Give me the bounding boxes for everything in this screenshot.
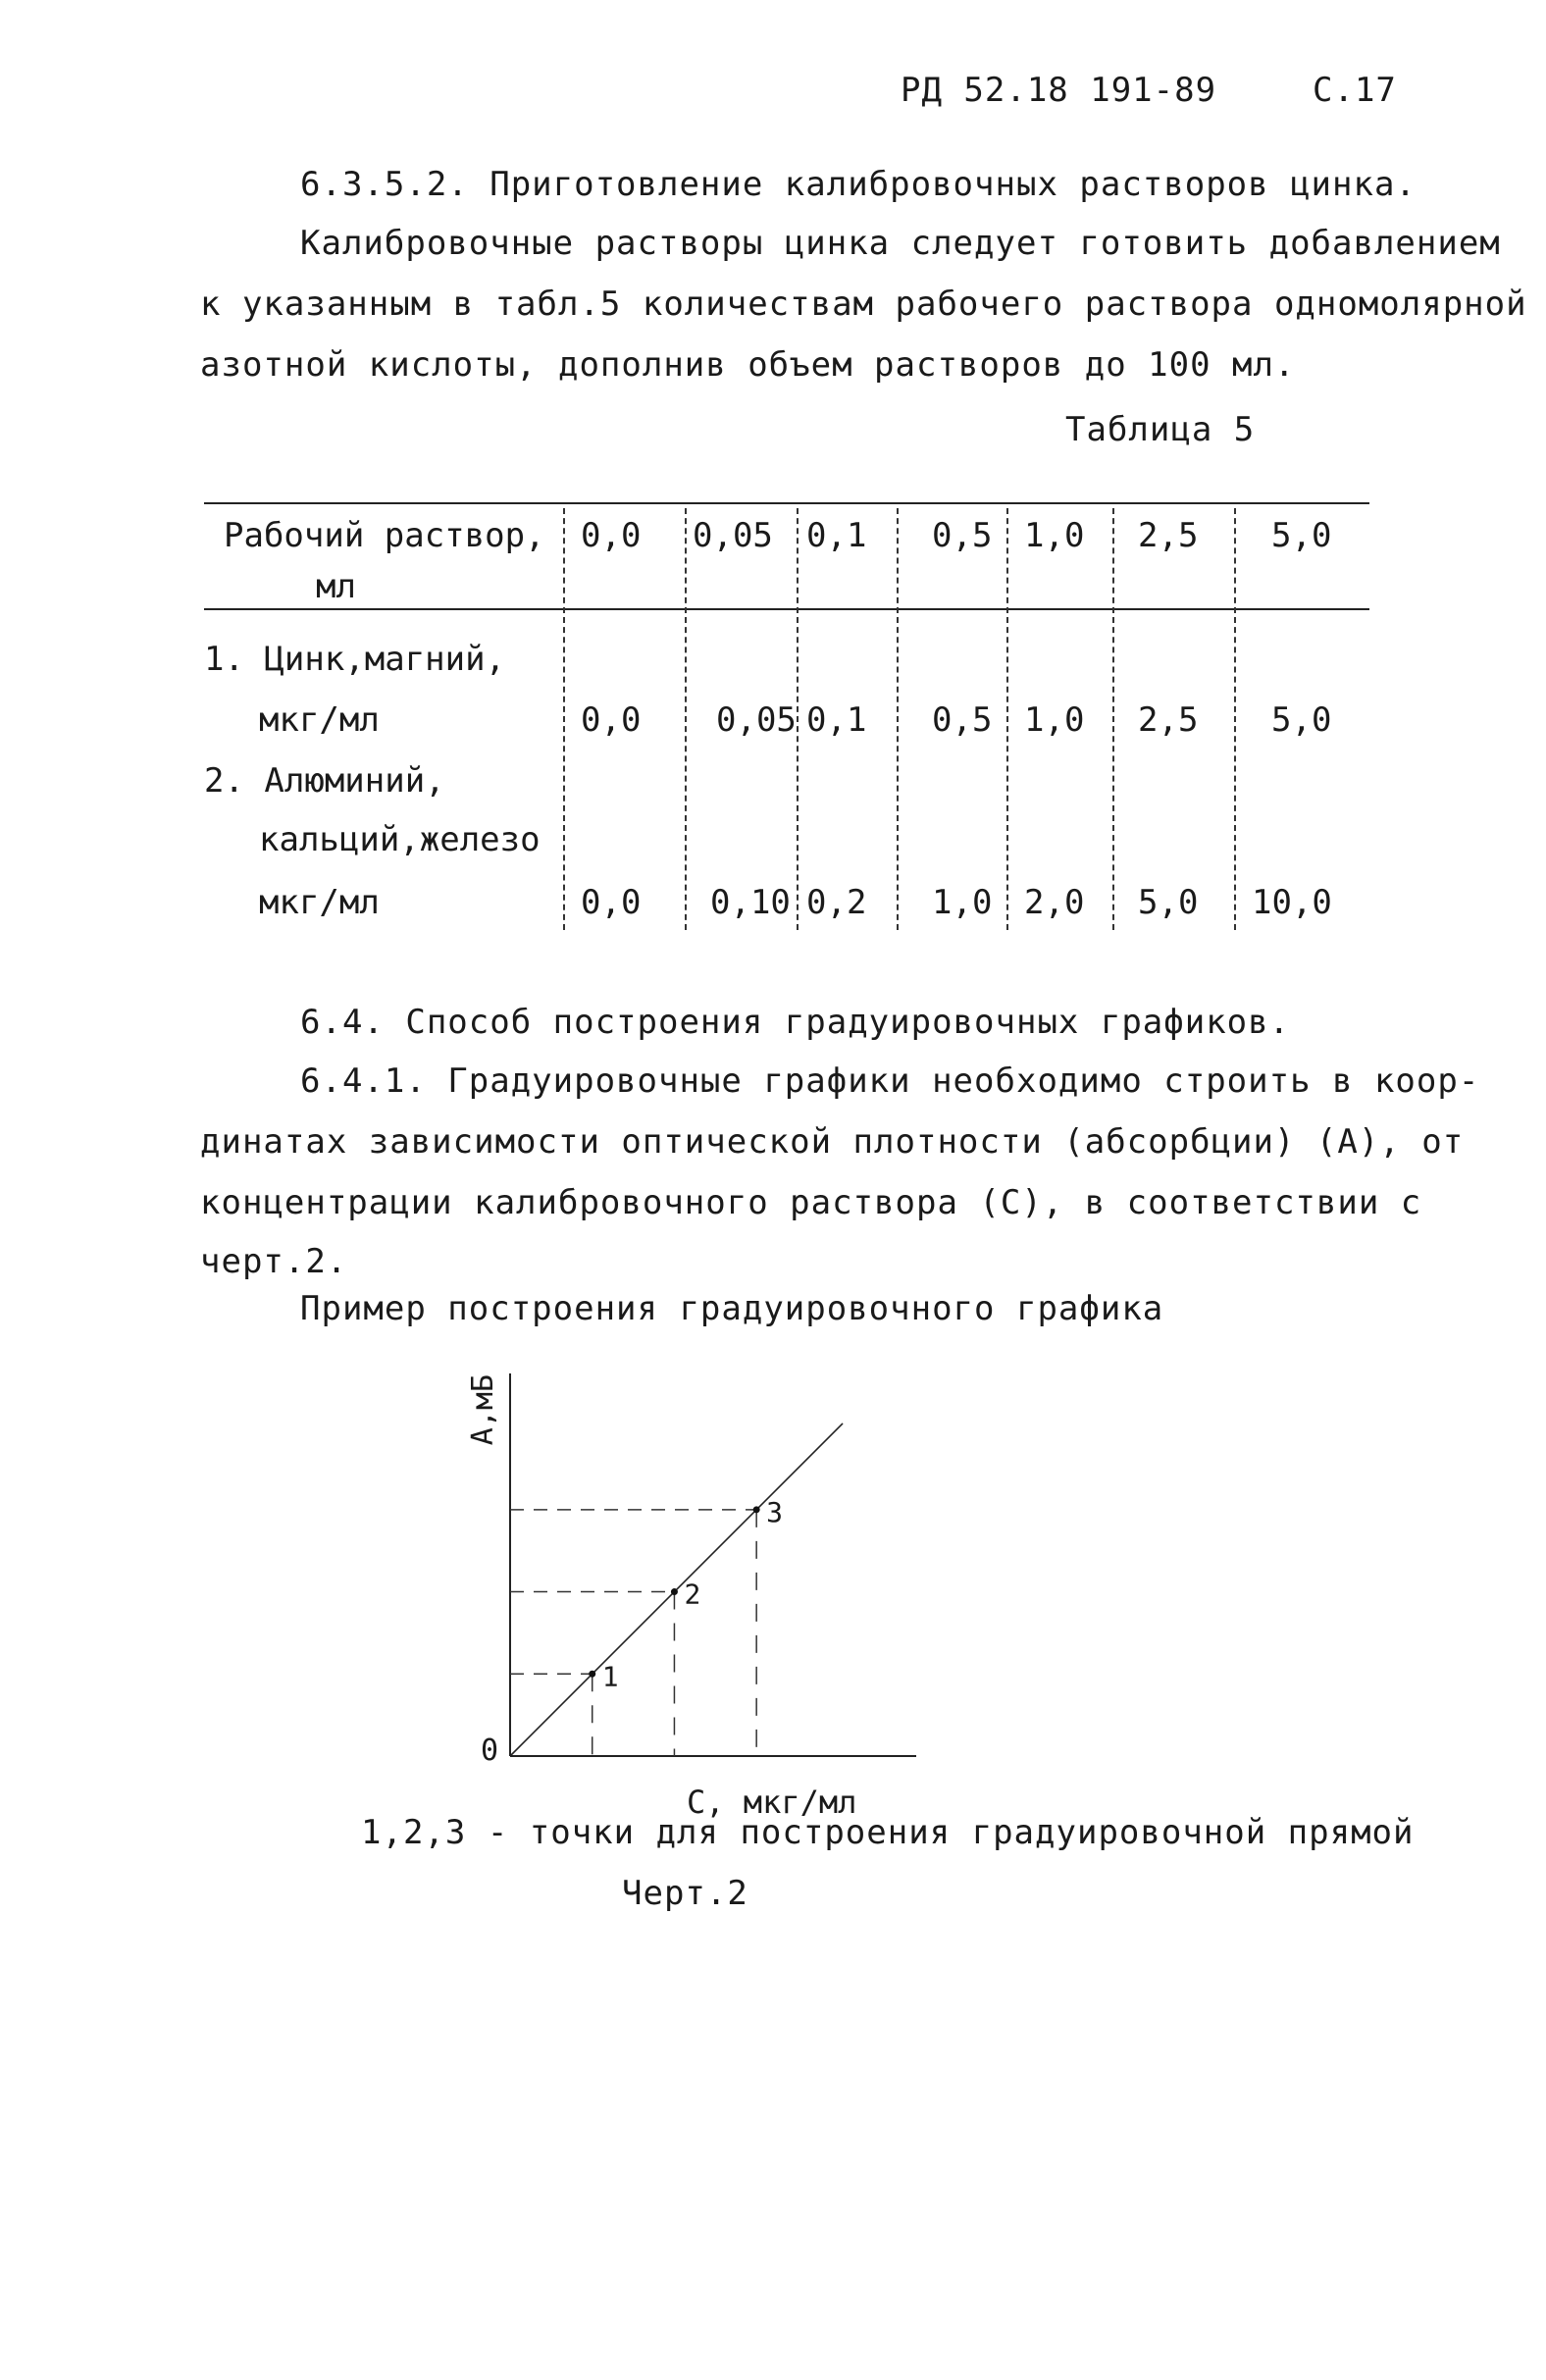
table-cell: 1,0 bbox=[932, 883, 993, 922]
table-header-cell: 0,0 bbox=[581, 516, 642, 555]
table-row-label: кальций,железо bbox=[259, 820, 541, 859]
paragraph-line: к указанным в табл.5 количествам рабочего раствора одномолярной bbox=[200, 285, 1527, 324]
table-caption: Таблица 5 bbox=[1065, 410, 1256, 449]
point-label: 1 bbox=[601, 1660, 619, 1693]
table-header-label: Рабочий раствор, bbox=[224, 516, 545, 555]
origin-label: 0 bbox=[481, 1733, 499, 1768]
table-cell: 1,0 bbox=[1024, 700, 1085, 740]
table-row-label: 1. Цинк,магний, bbox=[204, 640, 506, 679]
column-separator bbox=[563, 508, 565, 930]
paragraph-line: динатах зависимости оптической плотности (абсорбции) (А), от bbox=[200, 1122, 1465, 1162]
column-separator bbox=[897, 508, 899, 930]
calibration-chart bbox=[432, 1373, 981, 1825]
data-point bbox=[671, 1588, 678, 1595]
example-title: Пример построения градуировочного графика bbox=[300, 1289, 1164, 1328]
paragraph-line: черт.2. bbox=[200, 1242, 348, 1281]
table-cell: 0,05 bbox=[716, 700, 797, 740]
table-header-cell: 0,1 bbox=[806, 516, 867, 555]
table-top-rule bbox=[204, 502, 1369, 504]
paragraph-line: 6.4.1. Градуировочные графики необходимо строить в коор- bbox=[300, 1061, 1480, 1101]
figure-caption: 1,2,3 - точки для построения градуировочной прямой bbox=[361, 1813, 1415, 1852]
point-label: 2 bbox=[684, 1578, 701, 1611]
table-header-cell: 0,5 bbox=[932, 516, 993, 555]
data-point bbox=[753, 1506, 760, 1513]
document-code: РД 52.18 191-89 bbox=[901, 71, 1217, 110]
table-cell: 0,1 bbox=[806, 700, 867, 740]
table-cell: 0,0 bbox=[581, 700, 642, 740]
table-cell: 10,0 bbox=[1252, 883, 1332, 922]
table-cell: 0,2 bbox=[806, 883, 867, 922]
column-separator bbox=[1006, 508, 1008, 930]
column-separator bbox=[1234, 508, 1236, 930]
table-row-label: 2. Алюминий, bbox=[204, 761, 445, 801]
table-cell: 2,5 bbox=[1138, 700, 1199, 740]
table-cell: 5,0 bbox=[1271, 700, 1332, 740]
page-number: С.17 bbox=[1313, 71, 1397, 110]
table-header-rule bbox=[204, 608, 1369, 610]
table-header-cell: 5,0 bbox=[1271, 516, 1332, 555]
table-cell: 2,0 bbox=[1024, 883, 1085, 922]
table-header-cell: 0,05 bbox=[693, 516, 773, 555]
table-row-label: мкг/мл bbox=[259, 883, 380, 922]
paragraph-line: Калибровочные растворы цинка следует готовить добавлением bbox=[300, 224, 1501, 263]
section-heading-64: 6.4. Способ построения градуировочных графиков. bbox=[300, 1003, 1291, 1042]
table-cell: 0,5 bbox=[932, 700, 993, 740]
table-row-label: мкг/мл bbox=[259, 700, 380, 740]
table-header-label: мл bbox=[316, 567, 356, 606]
column-separator bbox=[685, 508, 687, 930]
paragraph-line: азотной кислоты, дополнив объем растворов до 100 мл. bbox=[200, 345, 1296, 385]
section-heading-6352: 6.3.5.2. Приготовление калибровочных растворов цинка. bbox=[300, 165, 1417, 204]
data-point bbox=[589, 1671, 595, 1678]
table-cell: 5,0 bbox=[1138, 883, 1199, 922]
x-axis-label: С, мкг/мл bbox=[687, 1784, 857, 1821]
table-header-cell: 1,0 bbox=[1024, 516, 1085, 555]
table-cell: 0,0 bbox=[581, 883, 642, 922]
y-axis-label: А,мБ bbox=[466, 1373, 500, 1446]
table-cell: 0,10 bbox=[710, 883, 791, 922]
table-header-cell: 2,5 bbox=[1138, 516, 1199, 555]
paragraph-line: концентрации калибровочного раствора (С), в соответствии с bbox=[200, 1183, 1422, 1222]
figure-number: Черт.2 bbox=[622, 1874, 748, 1913]
column-separator bbox=[1112, 508, 1114, 930]
point-label: 3 bbox=[766, 1495, 784, 1528]
column-separator bbox=[797, 508, 799, 930]
